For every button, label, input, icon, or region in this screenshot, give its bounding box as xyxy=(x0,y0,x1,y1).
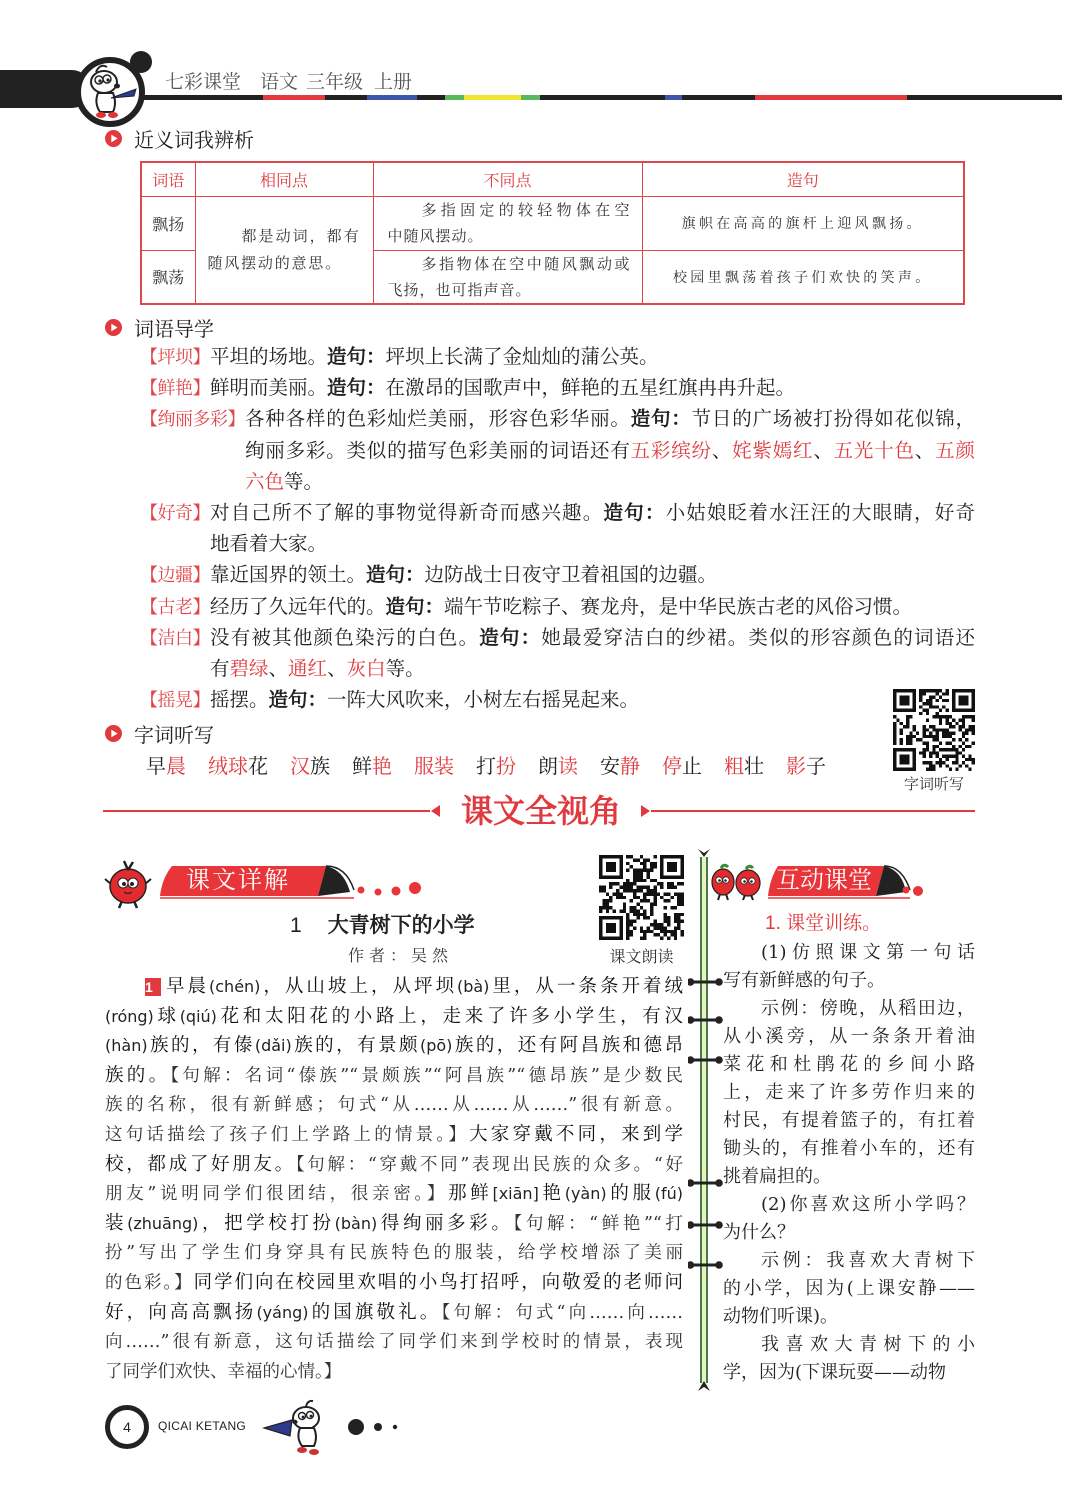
text-line xyxy=(210,560,975,591)
text-line xyxy=(105,1179,683,1209)
pinyin: (yáng) xyxy=(256,1302,309,1322)
annotation: 了同学们欢快、幸福的心情。】 xyxy=(105,1361,342,1382)
guide-definition xyxy=(210,498,975,560)
guide-term: 【边疆】 xyxy=(140,565,210,586)
text-run: 花和太阳花的小路上，走来了许多小学生，有汉 xyxy=(216,1005,683,1027)
text-run: 那鲜 xyxy=(448,1183,493,1205)
example-label: 造句： xyxy=(327,346,386,368)
play-bullet-icon xyxy=(105,130,122,147)
section-heading-synonyms xyxy=(105,126,254,150)
guide-entry xyxy=(140,373,975,404)
pinyin: (dǎi) xyxy=(254,1036,292,1056)
dictation-word xyxy=(146,753,186,781)
text-line xyxy=(105,1209,683,1239)
text-line: 动物们听课)。 xyxy=(723,1306,839,1327)
text-run: 花 xyxy=(248,756,268,778)
text-run: 有 xyxy=(210,657,230,680)
cell-line: 都是动词，都有 xyxy=(241,226,361,245)
text-run: 校，都成了好朋友。 xyxy=(105,1153,296,1175)
text-line xyxy=(245,436,975,467)
annotation: 【句解：名词“傣族”“景颇族”“阿昌族”“德昂族”是少数民 xyxy=(170,1065,683,1086)
section-divider-title: 课文全视角 xyxy=(460,793,621,829)
header-color-bar xyxy=(140,95,1062,100)
highlight-word: 停 xyxy=(662,756,682,778)
text-run: 打 xyxy=(476,756,496,778)
highlight-word: 影 xyxy=(786,756,806,778)
text-run: 安 xyxy=(600,756,620,778)
dictation-word xyxy=(352,753,392,781)
text-line: 示例：我喜欢大青树下 xyxy=(761,1250,975,1271)
similarity-cell xyxy=(195,196,373,304)
text-run: 朗 xyxy=(538,756,558,778)
word-cell: 飘荡 xyxy=(141,250,195,304)
table-header-row xyxy=(141,162,964,196)
lesson-author: 作者：吴然 xyxy=(348,946,454,965)
book-header-title xyxy=(165,72,412,94)
text-run: 等。 xyxy=(284,470,324,493)
text-run: 装 xyxy=(105,1212,128,1234)
example-label: 造句： xyxy=(630,408,692,431)
word-guide-list xyxy=(140,342,975,716)
qr-code-dictation xyxy=(893,689,975,771)
dictation-word xyxy=(600,753,640,781)
text-line xyxy=(105,972,683,1002)
text-run: 族的。 xyxy=(105,1064,171,1086)
dictation-word xyxy=(476,753,516,781)
pinyin: (zhuāng) xyxy=(127,1213,199,1233)
bar-segment-green xyxy=(445,95,464,100)
text-run: 球 xyxy=(153,1005,180,1027)
highlight-word: 汉 xyxy=(290,756,310,778)
text-line: 学，因为(下课玩耍——动物 xyxy=(723,1362,947,1383)
annotation: 扮”写出了学生们身穿具有民族特色的服装，给学校增添了美丽 xyxy=(105,1243,683,1264)
text-run: 早 xyxy=(146,756,166,778)
highlight-word: 绒球 xyxy=(208,756,248,778)
highlight-word: 服装 xyxy=(414,756,454,778)
highlight-word: 五颜 xyxy=(935,439,975,462)
text-run: 族的，有傣 xyxy=(147,1035,255,1057)
grade-name: 三年级 xyxy=(306,72,364,93)
text-run: ，从山坡上，从坪坝 xyxy=(260,976,457,997)
section-heading-word-guide xyxy=(105,315,214,339)
dictation-word xyxy=(208,753,268,781)
text-run: 、 xyxy=(327,657,347,680)
exercise-paragraph xyxy=(723,1191,975,1247)
text-line xyxy=(105,1268,683,1298)
highlight-word: 五光十色 xyxy=(833,439,915,462)
text-line: 的小学，因为(上课安静—— xyxy=(723,1278,975,1299)
guide-definition xyxy=(210,623,975,685)
cell-line: 随风摆动的意思。 xyxy=(207,253,342,272)
text-run: 同学们向在校园里欢唱的小鸟打招呼，向敬爱的老师问 xyxy=(193,1271,683,1293)
lesson-title-text: 大青树下的小学 xyxy=(327,914,475,937)
text-line xyxy=(210,498,975,529)
text-line: 菜花和杜鹃花的乡间小路 xyxy=(723,1054,975,1075)
guide-term: 【古老】 xyxy=(140,596,210,617)
guide-term: 【洁白】 xyxy=(140,627,210,648)
section-heading-text: 字词听写 xyxy=(134,724,214,747)
guide-term: 【鲜艳】 xyxy=(140,378,210,399)
text-run: 各种各样的色彩灿烂美丽，形容色彩华丽。 xyxy=(245,408,631,431)
text-line: 挑着扁担的。 xyxy=(723,1166,831,1187)
text-run: 一阵大风吹来，小树左右摇晃起来。 xyxy=(327,689,640,712)
page-number: 4 xyxy=(123,1419,131,1435)
text-run: 子 xyxy=(806,756,826,778)
text-run: 节日的广场被打扮得如花似锦， xyxy=(691,408,975,431)
footer-brand: QICAI KETANG xyxy=(158,1419,247,1433)
pinyin: [xiān] xyxy=(492,1184,539,1204)
qr-code-reading xyxy=(599,855,684,940)
dog-mascot-icon xyxy=(262,1398,332,1458)
pinyin: (yàn) xyxy=(564,1184,607,1204)
dictation-word xyxy=(290,753,330,781)
interactive-class-banner xyxy=(766,860,931,902)
text-run: 在激昂的国歌声中，鲜艳的五星红旗冉冉升起。 xyxy=(385,377,796,400)
text-run: 端午节吃粽子、赛龙舟，是中华民族古老的风俗习惯。 xyxy=(444,595,913,618)
tomato-pair-mascot-icon xyxy=(709,862,765,902)
example-label: 造句： xyxy=(268,689,328,712)
exercise-text xyxy=(723,939,975,1387)
example-label: 造句： xyxy=(479,626,542,649)
decorative-dots xyxy=(344,1415,404,1439)
pinyin: (chén) xyxy=(209,977,261,996)
cell-line: 多指物体在空中随风飘动或 xyxy=(421,254,631,273)
dictation-word xyxy=(724,753,764,781)
text-line: 我喜欢大青树下的小 xyxy=(761,1334,975,1355)
bar-segment-green xyxy=(521,95,540,100)
lesson-title xyxy=(290,912,475,940)
guide-entry xyxy=(140,404,975,498)
text-line xyxy=(210,373,975,404)
text-run: 边防战士日夜守卫着祖国的边疆。 xyxy=(424,564,718,587)
bar-segment-blue xyxy=(665,95,682,100)
pinyin: (qiú) xyxy=(179,1006,217,1026)
highlight-word: 粗 xyxy=(724,756,744,778)
text-run: 摇摆。 xyxy=(210,689,269,712)
exercise-paragraph xyxy=(723,1247,975,1331)
text-run: 早晨 xyxy=(163,976,210,997)
text-run: 、 xyxy=(268,657,289,680)
example-label: 造句： xyxy=(366,564,425,587)
pinyin: (fú) xyxy=(654,1184,683,1204)
text-run: 、 xyxy=(813,439,834,462)
qr-label-dictation: 字词听写 xyxy=(903,776,964,793)
bar-segment-blue xyxy=(367,95,417,100)
bar-segment-red xyxy=(755,95,907,100)
qr-label-reading: 课文朗读 xyxy=(609,947,674,966)
column-header-similarity: 相同点 xyxy=(195,162,373,196)
subject-name: 语文 xyxy=(260,72,299,93)
volume-name: 上册 xyxy=(374,72,413,93)
pinyin: (bà) xyxy=(456,977,490,996)
highlight-word: 读 xyxy=(558,756,578,778)
guide-entry xyxy=(140,592,975,623)
text-run: 鲜 xyxy=(352,756,372,778)
banner-title: 课文详解 xyxy=(186,867,290,894)
text-run: 艳 xyxy=(538,1183,565,1205)
example-label: 造句： xyxy=(385,595,445,618)
text-run: 的国旗敬礼。 xyxy=(308,1301,442,1323)
annotation: 这句话描绘了孩子们上学路上的情景。】 xyxy=(105,1124,470,1145)
text-line xyxy=(105,1090,683,1120)
guide-term: 【坪坝】 xyxy=(140,347,210,367)
dictation-word xyxy=(414,753,454,781)
lesson-text xyxy=(105,972,683,1386)
lesson-detail-banner xyxy=(158,860,428,902)
text-line: 上，走来了许多劳作归来的 xyxy=(723,1082,975,1103)
text-run: 坪坝上长满了金灿灿的蒲公英。 xyxy=(385,346,659,368)
annotation: 向……”很有新意，这句话描绘了同学们来到学校时的情景，表现 xyxy=(105,1332,683,1353)
column-header-sentence: 造句 xyxy=(642,162,964,196)
text-run: 止 xyxy=(682,756,702,778)
play-bullet-icon xyxy=(105,725,122,742)
text-line: (1)仿照课文第一句话 xyxy=(761,942,975,963)
difference-cell xyxy=(373,250,642,304)
cell-line: 飞扬，也可指声音。 xyxy=(387,280,532,299)
text-line xyxy=(210,592,975,623)
text-line xyxy=(105,1120,683,1150)
text-run: 鲜明而美丽。 xyxy=(210,377,328,400)
table-row xyxy=(141,196,964,250)
cell-line: 中随风摆动。 xyxy=(387,227,484,245)
text-line xyxy=(245,467,975,498)
text-line: 示例：傍晚，从稻田边， xyxy=(761,998,975,1019)
dictation-word xyxy=(786,753,826,781)
annotation: 朋友”说明同学们很团结，很亲密。】 xyxy=(105,1184,449,1205)
text-run: 对自己所不了解的事物觉得新奇而感兴趣。 xyxy=(210,501,604,524)
banner-title: 互动课堂 xyxy=(776,867,872,894)
text-run: 、 xyxy=(914,439,936,462)
dictation-word xyxy=(662,753,702,781)
text-line xyxy=(210,685,975,716)
section-heading-dictation xyxy=(105,721,214,745)
play-bullet-icon xyxy=(105,319,122,336)
highlight-word: 静 xyxy=(620,756,640,778)
highlight-word: 通红 xyxy=(288,657,328,680)
text-run: 她最爱穿洁白的纱裙。类似的形容颜色的词语还 xyxy=(541,626,975,649)
triangle-right-icon xyxy=(641,805,650,817)
text-run: 没有被其他颜色染污的白色。 xyxy=(210,626,480,649)
text-line xyxy=(105,1298,683,1328)
section-heading-text: 近义词我辨析 xyxy=(134,129,254,152)
guide-entry xyxy=(140,342,975,373)
column-header-word: 词语 xyxy=(141,162,195,196)
text-run: 得绚丽多彩。 xyxy=(377,1212,514,1234)
highlight-word: 灰白 xyxy=(346,657,386,680)
guide-entry xyxy=(140,685,975,716)
pinyin: (róng) xyxy=(105,1006,154,1026)
annotation: 【句解：“鲜艳”“打 xyxy=(513,1213,683,1234)
annotation: 【句解：“穿戴不同”表现出民族的众多。“好 xyxy=(295,1154,683,1175)
text-run: 好，向高高飘扬 xyxy=(105,1301,257,1323)
exercise-paragraph xyxy=(723,939,975,995)
series-name: 七彩课堂 xyxy=(165,72,242,93)
guide-definition xyxy=(210,685,975,716)
guide-definition xyxy=(210,560,975,591)
text-run: 、 xyxy=(711,439,733,462)
text-run: 族 xyxy=(310,756,330,778)
example-label: 造句： xyxy=(603,501,666,524)
text-line xyxy=(105,1150,683,1180)
guide-term: 【绚丽多彩】 xyxy=(140,409,245,430)
text-line xyxy=(105,1357,683,1387)
text-line xyxy=(210,342,975,373)
column-header-difference: 不同点 xyxy=(373,162,642,196)
qr-modules xyxy=(599,855,684,940)
text-line xyxy=(210,623,975,654)
highlight-word: 扮 xyxy=(496,756,516,778)
word-cell: 飘扬 xyxy=(141,196,195,250)
text-line xyxy=(105,1327,683,1357)
tomato-mascot-icon xyxy=(103,858,153,910)
text-run: 的服 xyxy=(606,1183,655,1205)
lesson-number: 1 xyxy=(290,914,302,937)
pinyin: (bàn) xyxy=(334,1213,378,1233)
text-line xyxy=(105,1238,683,1268)
task-title: 1. 课堂训练。 xyxy=(765,913,882,934)
text-line xyxy=(105,1002,683,1032)
exercise-paragraph xyxy=(723,1331,975,1387)
synonym-table xyxy=(140,161,965,305)
guide-definition xyxy=(210,592,975,623)
dog-mascot-logo xyxy=(0,45,160,135)
guide-definition xyxy=(245,404,975,498)
text-run: 绚丽多彩。类似的描写色彩美丽的词语还有 xyxy=(245,439,631,462)
text-run: 族的，有景颇 xyxy=(291,1035,420,1057)
highlight-word: 姹紫嫣红 xyxy=(732,439,814,462)
divider-line-right xyxy=(651,810,975,812)
text-line: 从小溪旁，从一条条开着油 xyxy=(723,1026,975,1047)
highlight-word: 晨 xyxy=(166,756,186,778)
guide-term: 【好奇】 xyxy=(140,502,210,523)
text-line: 锄头的，有推着小车的，还有 xyxy=(723,1138,975,1159)
text-line: (2)你喜欢这所小学吗？ xyxy=(761,1194,975,1215)
example-label: 造句： xyxy=(327,377,386,400)
text-line xyxy=(105,1061,683,1091)
highlight-word: 艳 xyxy=(372,756,392,778)
text-run: 地看着大家。 xyxy=(210,533,328,556)
dictation-word xyxy=(538,753,578,781)
text-line: 为什么？ xyxy=(723,1222,795,1243)
cell-line: 多指固定的较轻物体在空 xyxy=(421,201,631,219)
bar-segment-yellow xyxy=(464,95,521,100)
qr-modules xyxy=(893,689,975,771)
text-run: 壮 xyxy=(744,756,764,778)
exercise-paragraph xyxy=(723,995,975,1191)
triangle-left-icon xyxy=(431,805,440,817)
text-run: 经历了久远年代的。 xyxy=(210,595,386,618)
pinyin: (hàn) xyxy=(105,1036,148,1056)
sentence-cell: 旗帜在高高的旗杆上迎风飘扬。 xyxy=(642,196,964,250)
text-line xyxy=(210,529,975,560)
guide-entry xyxy=(140,623,975,685)
guide-entry xyxy=(140,560,975,591)
text-run: 小姑娘眨着水汪汪的大眼睛，好奇 xyxy=(665,501,975,524)
guide-term: 【摇晃】 xyxy=(140,690,210,711)
annotation: 族的名称，很有新鲜感；句式“从……从……从……”很有新意。 xyxy=(105,1095,683,1116)
bar-segment-red xyxy=(263,95,325,100)
text-line xyxy=(210,654,975,685)
text-run: 大家穿戴不同，来到学 xyxy=(469,1123,683,1145)
text-run: 平坦的场地。 xyxy=(210,346,328,368)
highlight-word: 碧绿 xyxy=(229,657,269,680)
guide-definition xyxy=(210,373,975,404)
annotation: 的色彩。】 xyxy=(105,1272,194,1293)
paragraph-number: 1 xyxy=(145,978,161,996)
section-heading-text: 词语导学 xyxy=(134,318,214,341)
divider-line-left xyxy=(103,810,430,812)
highlight-word: 五彩缤纷 xyxy=(630,439,712,462)
text-line: 写有新鲜感的句子。 xyxy=(723,970,885,991)
highlight-word: 六色 xyxy=(245,470,285,493)
guide-entry xyxy=(140,498,975,560)
pinyin: (pō) xyxy=(419,1036,453,1056)
text-run: 族的，还有阿昌族和德昂 xyxy=(452,1035,683,1057)
text-line xyxy=(245,404,975,435)
dictation-word-list xyxy=(146,753,826,781)
text-run: ，把学校打扮 xyxy=(198,1212,335,1234)
guide-definition xyxy=(210,342,975,373)
sentence-cell: 校园里飘荡着孩子们欢快的笑声。 xyxy=(642,250,964,304)
difference-cell xyxy=(373,196,642,250)
text-line xyxy=(105,1031,683,1061)
text-run: 等。 xyxy=(385,657,425,680)
annotation: 【句解：句式“向……向…… xyxy=(441,1302,683,1323)
text-run: 靠近国界的领土。 xyxy=(210,564,367,587)
text-run: 里，从一条条开着绒 xyxy=(489,976,683,997)
vertical-divider xyxy=(688,845,728,1395)
text-line: 村民，有提着篮子的，有扛着 xyxy=(723,1110,975,1131)
